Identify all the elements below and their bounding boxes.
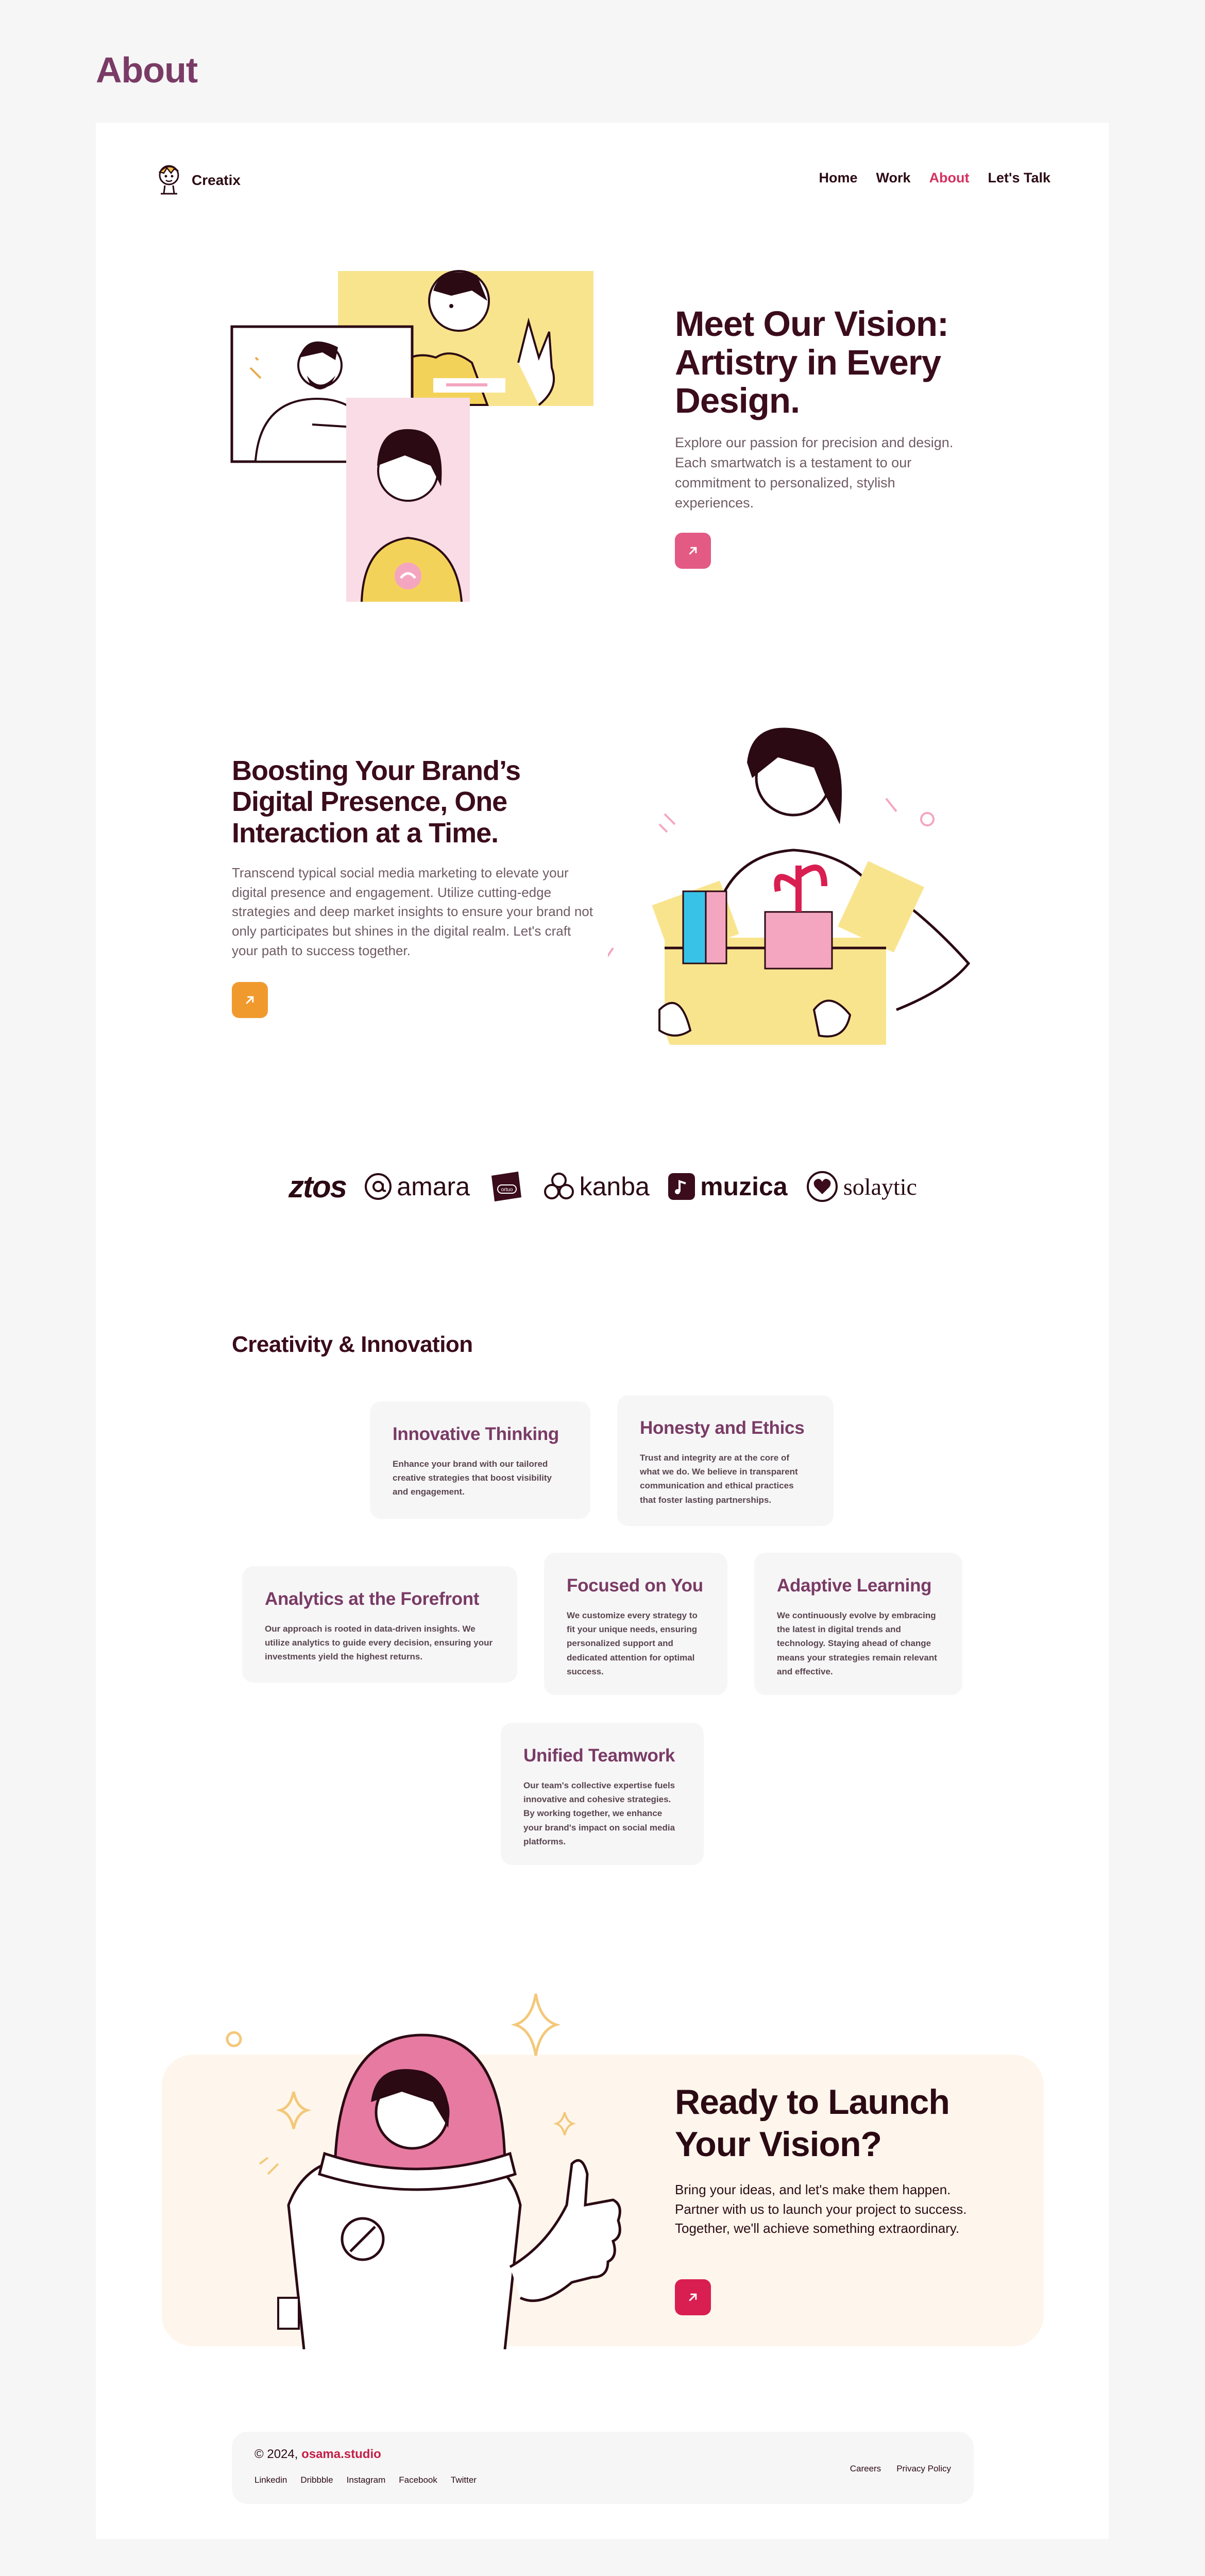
circles-icon (544, 1172, 574, 1201)
footer-brand-link[interactable]: osama.studio (301, 2447, 381, 2461)
arrow-up-right-icon (686, 2290, 700, 2304)
footer (232, 2432, 974, 2504)
value-card-desc: Trust and integrity are at the core of what we do. We believe in transparent communication and ethical practices that foster lasting partnerships. (640, 1453, 798, 1505)
footer-link-twitter[interactable]: Twitter (450, 2475, 477, 2485)
value-card-innovative-thinking (370, 1401, 590, 1519)
cta-title: Ready to Launch Your Vision? (675, 2082, 949, 2164)
value-card-adaptive-learning (754, 1553, 962, 1695)
nav-item-lets-talk[interactable]: Let's Talk (988, 170, 1050, 185)
footer-copyright: © 2024, osama.studio (254, 2447, 381, 2461)
boost-illustration (608, 721, 979, 1051)
main-nav (819, 170, 1050, 186)
hero-description: Explore our passion for precision and design. Each smartwatch is a testament to our commitment to personalized, stylish experiences. (675, 435, 954, 511)
footer-link-dribbble[interactable]: Dribbble (300, 2475, 333, 2485)
nav-item-home[interactable]: Home (819, 170, 858, 185)
boost-description: Transcend typical social media marketing to elevate your digital presence and engagement. Utilize cutting-edge strategies and deep market insights to ensure your brand not only participates but shines in the digital realm. Let's craft your path to success together. (232, 865, 593, 958)
brand-muzica: muzica (668, 1172, 788, 1201)
logo-mascot-icon (154, 160, 184, 201)
brand-solaytic: solaytic (806, 1171, 917, 1202)
arrow-up-right-icon (243, 993, 257, 1007)
value-card-desc: Our approach is rooted in data-driven insights. We utilize analytics to guide every decision, ensuring your investments yield the highest returns. (265, 1624, 493, 1662)
brand-ortuo (488, 1168, 524, 1205)
logo[interactable] (154, 160, 241, 201)
page-title: About (96, 50, 198, 90)
footer-social-links (254, 2475, 477, 2485)
value-card-honesty-ethics (617, 1395, 834, 1526)
nav-item-about[interactable]: About (929, 170, 970, 185)
value-card-title: Innovative Thinking (393, 1424, 559, 1444)
box-logo-icon (488, 1168, 524, 1205)
value-card-title: Honesty and Ethics (640, 1418, 805, 1438)
footer-link-privacy[interactable]: Privacy Policy (896, 2464, 951, 2473)
footer-link-instagram[interactable]: Instagram (346, 2475, 386, 2485)
value-card-analytics (242, 1566, 517, 1683)
cta-description: Bring your ideas, and let's make them happen. Partner with us to launch your project to success. Together, we'll achieve something extraordinary. (675, 2182, 967, 2236)
footer-link-careers[interactable]: Careers (850, 2464, 881, 2473)
brand-kanba: kanba (544, 1172, 650, 1201)
logo-text: Creatix (192, 172, 241, 188)
values-title: Creativity & Innovation (232, 1332, 473, 1357)
music-note-icon (668, 1173, 695, 1200)
value-card-title: Adaptive Learning (777, 1575, 932, 1596)
footer-link-facebook[interactable]: Facebook (399, 2475, 437, 2485)
footer-legal-links (850, 2464, 951, 2474)
hero-illustration (230, 270, 596, 603)
value-card-desc: Enhance your brand with our tailored creative strategies that boost visibility and engagement. (393, 1459, 552, 1497)
value-card-title: Analytics at the Forefront (265, 1589, 480, 1609)
nav-item-work[interactable]: Work (876, 170, 911, 185)
value-card-desc: We customize every strategy to fit your unique needs, ensuring personalized support and dedicated attention for optimal success. (567, 1611, 698, 1676)
arrow-up-right-icon (686, 544, 700, 558)
brand-amara: amara (365, 1172, 470, 1201)
value-card-desc: Our team's collective expertise fuels innovative and cohesive strategies. By working together, we enhance your brand's impact on social media platforms. (523, 1781, 675, 1846)
footer-link-linkedin[interactable]: Linkedin (254, 2475, 287, 2485)
value-card-focused-on-you (544, 1553, 727, 1695)
boost-title: Boosting Your Brand’s Digital Presence, One Interaction at a Time. (232, 755, 521, 849)
value-card-unified-teamwork (501, 1723, 704, 1865)
cta-arrow-button[interactable] (675, 2279, 711, 2315)
hero-title: Meet Our Vision: Artistry in Every Design. (675, 304, 948, 421)
heart-circle-icon (806, 1171, 838, 1202)
svg-text:ortuo: ortuo (501, 1187, 513, 1193)
at-icon (365, 1173, 392, 1200)
brand-logos (288, 1168, 917, 1205)
value-card-title: Focused on You (567, 1575, 703, 1596)
hero-arrow-button[interactable] (675, 533, 711, 569)
value-card-desc: We continuously evolve by embracing the latest in digital trends and technology. Staying ahead of change means your strategies remain relevant and effective. (777, 1611, 937, 1676)
value-card-title: Unified Teamwork (523, 1745, 675, 1766)
brand-ztos: ztos (288, 1169, 346, 1204)
boost-arrow-button[interactable] (232, 982, 268, 1018)
astronaut-illustration (216, 1978, 649, 2349)
